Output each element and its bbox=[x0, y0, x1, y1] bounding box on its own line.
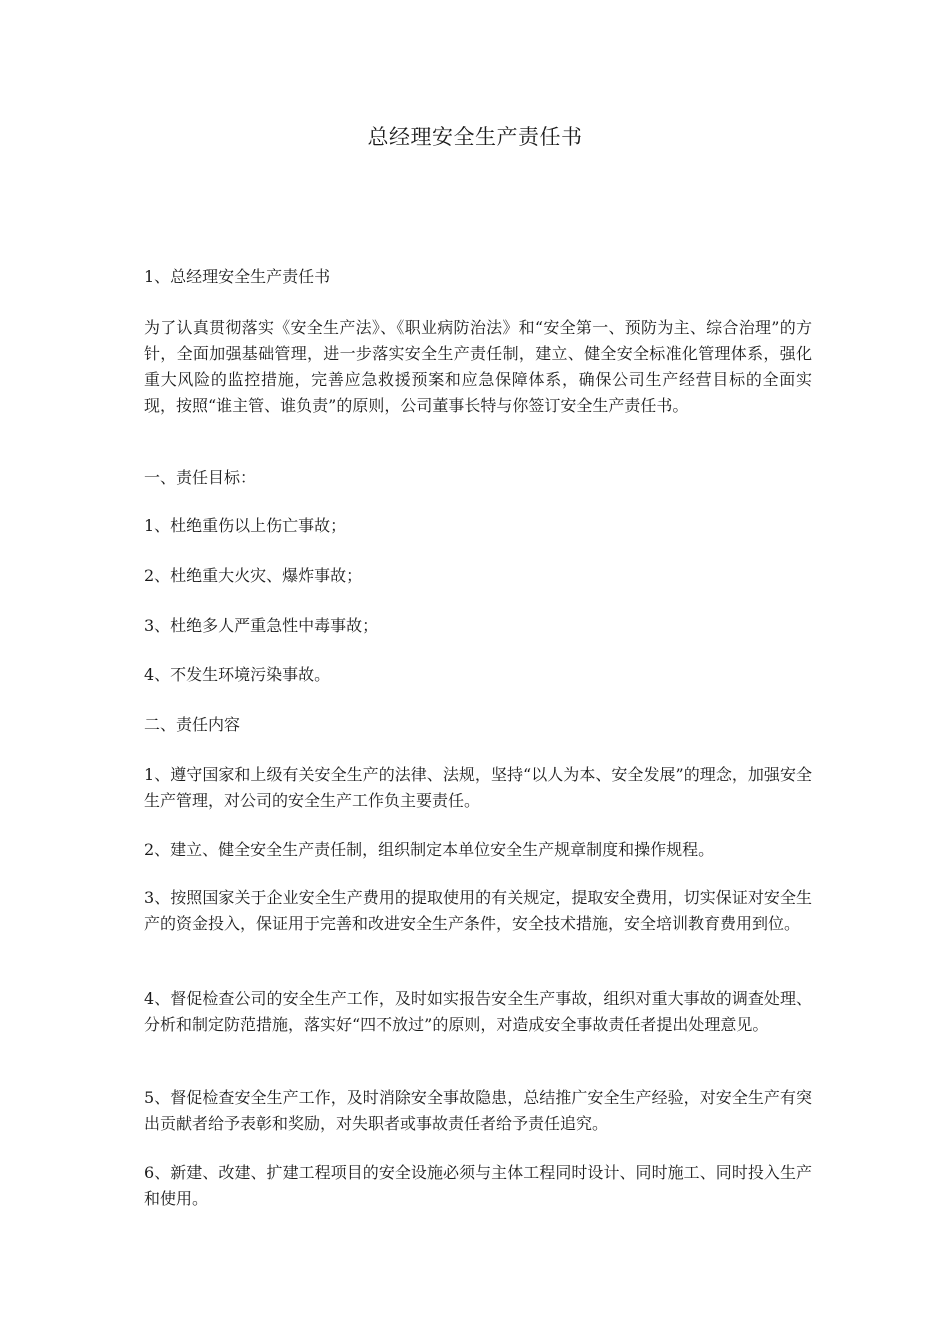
duty-item-4: 4、督促检查公司的安全生产工作，及时如实报告安全生产事故，组织对重大事故的调查处理、分析和制定防范措施，落实好“四不放过”的原则，对造成安全事故责任者提出处理意见。 bbox=[144, 989, 812, 1034]
duty-item-6: 6、新建、改建、扩建工程项目的安全设施必须与主体工程同时设计、同时施工、同时投入生产和使用。 bbox=[144, 1163, 812, 1208]
duty-item-2: 2、建立、健全安全生产责任制，组织制定本单位安全生产规章制度和操作规程。 bbox=[144, 840, 715, 859]
goal-item-1: 1、杜绝重伤以上伤亡事故； bbox=[144, 516, 347, 535]
document-title: 总经理安全生产责任书 bbox=[367, 125, 583, 149]
intro-paragraph: 为了认真贯彻落实《安全生产法》、《职业病防治法》和“安全第一、预防为主、综合治理”的方针，全面加强基础管理，进一步落实安全生产责任制，建立、健全安全标准化管理体系，强化重大风险的监控措施，完善应急救援预案和应急保障体系，确保公司生产经营目标的全面实现，按照“谁主管、谁负责”的原则，公司董事长特与你签订安全生产责任书。 bbox=[144, 318, 812, 415]
goal-item-4: 4、不发生环境污染事故。 bbox=[144, 665, 331, 684]
duty-item-3: 3、按照国家关于企业安全生产费用的提取使用的有关规定，提取安全费用，切实保证对安全生产的资金投入，保证用于完善和改进安全生产条件，安全技术措施，安全培训教育费用到位。 bbox=[144, 888, 812, 933]
section2-heading: 二、责任内容 bbox=[144, 715, 241, 734]
section-heading-main: 1、总经理安全生产责任书 bbox=[144, 267, 331, 286]
goal-item-2: 2、杜绝重大火灾、爆炸事故； bbox=[144, 566, 363, 585]
duty-item-5: 5、督促检查安全生产工作，及时消除安全事故隐患，总结推广安全生产经验，对安全生产有突出贡献者给予表彰和奖励，对失职者或事故责任者给予责任追究。 bbox=[144, 1088, 812, 1133]
section1-heading: 一、责任目标： bbox=[144, 468, 257, 487]
goal-item-3: 3、杜绝多人严重急性中毒事故； bbox=[144, 616, 379, 635]
duty-item-1: 1、遵守国家和上级有关安全生产的法律、法规，坚持“以人为本、安全发展”的理念，加强安全生产管理，对公司的安全生产工作负主要责任。 bbox=[144, 765, 812, 810]
